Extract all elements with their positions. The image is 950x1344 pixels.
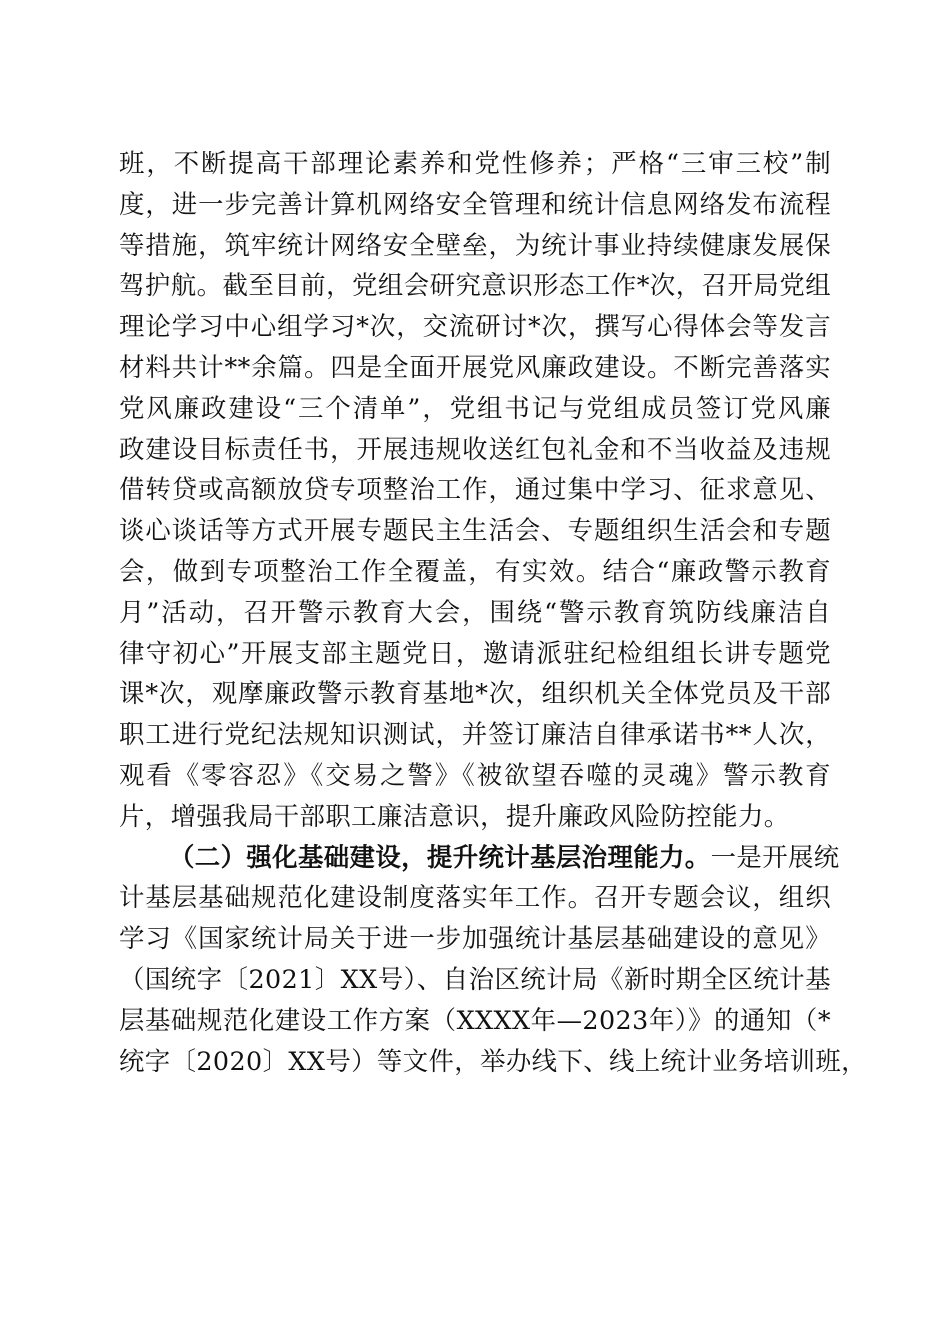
text-line: 统字〔2020〕XX号）等文件，举办线下、线上统计业务培训班， xyxy=(119,1045,867,1076)
text-line: 计基层基础规范化建设制度落实年工作。召开专题会议，组织 xyxy=(119,882,831,913)
section-heading-line xyxy=(119,837,840,878)
text-line: 谈心谈话等方式开展专题民主生活会、专题组织生活会和专题 xyxy=(119,515,831,546)
text-line: 材料共计**余篇。四是全面开展党风廉政建设。不断完善落实 xyxy=(119,351,831,382)
text-line: 片，增强我局干部职工廉洁意识，提升廉政风险防控能力。 xyxy=(119,800,790,831)
text-line: 学习《国家统计局关于进一步加强统计基层基础建设的意见》 xyxy=(119,923,831,954)
text-line: 理论学习中心组学习*次，交流研讨*次，撰写心得体会等发言 xyxy=(119,311,831,342)
text-line: 层基础规范化建设工作方案（XXXX年—2023年）》的通知（* xyxy=(119,1004,831,1035)
text-line: 政建设目标责任书，开展违规收送红包礼金和不当收益及违规 xyxy=(119,433,831,464)
text-line: 观看《零容忍》《交易之警》《被欲望吞噬的灵魂》警示教育 xyxy=(119,759,831,790)
text-line: 职工进行党纪法规知识测试，并签订廉洁自律承诺书**人次， xyxy=(119,719,831,750)
text-line: 驾护航。截至目前，党组会研究意识形态工作*次，召开局党组 xyxy=(119,270,831,301)
text-line: 会，做到专项整治工作全覆盖，有实效。结合“廉政警示教育 xyxy=(119,555,831,586)
text-line: 课*次，观摩廉政警示教育基地*次，组织机关全体党员及干部 xyxy=(119,678,831,709)
text-line: 度，进一步完善计算机网络安全管理和统计信息网络发布流程 xyxy=(119,188,831,219)
text-line: 律守初心”开展支部主题党日，邀请派驻纪检组组长讲专题党 xyxy=(119,637,831,668)
text-line: 等措施，筑牢统计网络安全壁垒，为统计事业持续健康发展保 xyxy=(119,229,831,260)
text-line: 借转贷或高额放贷专项整治工作，通过集中学习、征求意见、 xyxy=(119,474,831,505)
section-heading: （二）强化基础建设，提升统计基层治理能力。 xyxy=(169,841,711,872)
document-body xyxy=(119,143,867,1081)
section-heading-continuation: 一是开展统 xyxy=(710,841,840,872)
text-line: 月”活动，召开警示教育大会，围绕“警示教育筑防线廉洁自 xyxy=(119,596,831,627)
text-line: 班，不断提高干部理论素养和党性修养；严格“三审三校”制 xyxy=(119,148,831,178)
text-line: 党风廉政建设“三个清单”，党组书记与党组成员签订党风廉 xyxy=(119,392,831,423)
text-line: （国统字〔2021〕XX号）、自治区统计局《新时期全区统计基 xyxy=(119,963,831,994)
